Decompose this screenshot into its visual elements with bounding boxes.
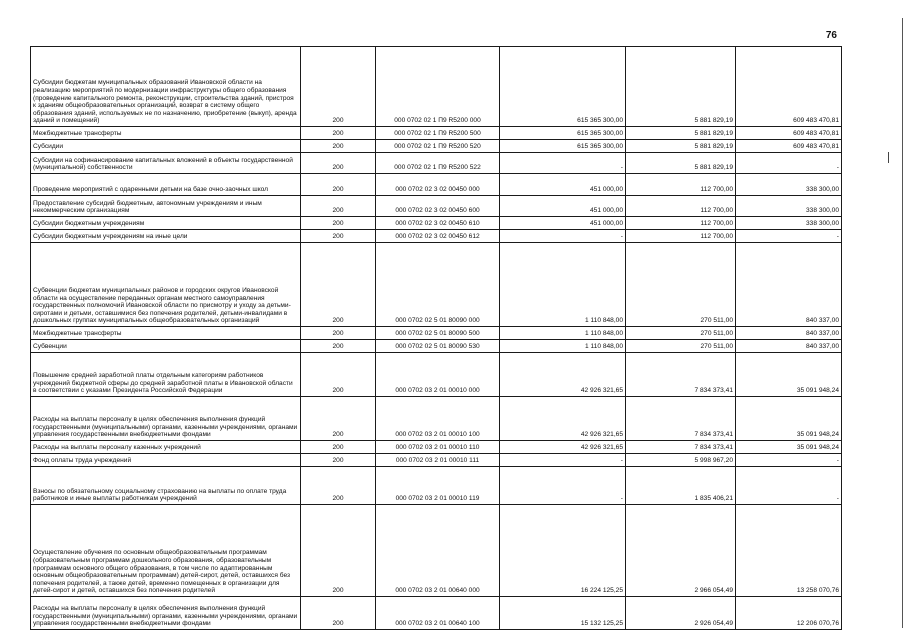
row-description: Предоставление субсидий бюджетным, автономным учреждениям и иным некоммерческим организациям	[31, 196, 301, 217]
budget-execution-table	[30, 46, 842, 630]
row-admin-code: 200	[301, 353, 376, 397]
row-budget-code: 000 0702 02 5 01 80090 000	[376, 243, 500, 327]
table-row	[31, 340, 842, 353]
row-unexecuted-amount: -	[736, 467, 842, 505]
page-edge-line	[902, 18, 903, 628]
row-unexecuted-amount: 840 337,00	[736, 327, 842, 340]
row-description: Повышение средней заработной платы отдельным категориям работников учреждений бюджетной сферы до средней заработной платы в Ивановской области в соответствии с указами Президента Российской Федерации	[31, 353, 301, 397]
table-row	[31, 597, 842, 630]
row-admin-code: 200	[301, 454, 376, 467]
row-approved-amount: 451 000,00	[500, 217, 626, 230]
table-row	[31, 230, 842, 243]
row-description: Субвенции	[31, 340, 301, 353]
row-admin-code: 200	[301, 243, 376, 327]
row-admin-code: 200	[301, 196, 376, 217]
row-description: Расходы на выплаты персоналу в целях обеспечения выполнения функций государственными (муниципальными) органами, казенными учреждениями, органами управления государственными внебюджетными фондами	[31, 597, 301, 630]
row-description: Субвенции бюджетам муниципальных районов и городских округов Ивановской области на осуществление переданных органам местного самоуправления государственных полномочий Ивановской области по присмотру и уходу за детьми-сиротами и детьми, оставшимися без попечения родителей, детьми-инвалидами в дошкольных группах муниципальных общеобразовательных организаций	[31, 243, 301, 327]
row-description: Субсидии бюджетным учреждениям на иные цели	[31, 230, 301, 243]
table-row	[31, 397, 842, 441]
row-budget-code: 000 0702 02 1 П9 R5200 000	[376, 47, 500, 127]
row-unexecuted-amount: 35 091 948,24	[736, 441, 842, 454]
row-description: Субсидии бюджетам муниципальных образований Ивановской области на реализацию мероприятий по модернизации инфраструктуры общего образования (проведение капитального ремонта, реконструкции, строительства зданий, пристроя к зданиям общеобразовательных организаций, возврат в систему общего образования зданий, используемых не по назначению, приобретение (выкуп), аренда зданий и помещений)	[31, 47, 301, 127]
row-approved-amount: 1 110 848,00	[500, 327, 626, 340]
row-admin-code: 200	[301, 597, 376, 630]
row-unexecuted-amount: 35 091 948,24	[736, 397, 842, 441]
row-approved-amount: 1 110 848,00	[500, 243, 626, 327]
row-executed-amount: 112 700,00	[626, 174, 736, 196]
row-description: Расходы на выплаты персоналу казенных учреждений	[31, 441, 301, 454]
row-unexecuted-amount: -	[736, 230, 842, 243]
row-admin-code: 200	[301, 140, 376, 153]
row-description: Субсидии бюджетным учреждениям	[31, 217, 301, 230]
row-executed-amount: 5 881 829,19	[626, 153, 736, 174]
row-unexecuted-amount: 338 300,00	[736, 174, 842, 196]
row-description: Расходы на выплаты персоналу в целях обеспечения выполнения функций государственными (муниципальными) органами, казенными учреждениями, органами управления государственными внебюджетными фондами	[31, 397, 301, 441]
row-unexecuted-amount: 609 483 470,81	[736, 127, 842, 140]
row-approved-amount: 615 365 300,00	[500, 47, 626, 127]
table-row	[31, 467, 842, 505]
table-row	[31, 327, 842, 340]
row-unexecuted-amount: -	[736, 153, 842, 174]
row-description: Межбюджетные трансферты	[31, 327, 301, 340]
row-executed-amount: 2 966 054,49	[626, 505, 736, 597]
row-unexecuted-amount: 840 337,00	[736, 243, 842, 327]
row-admin-code: 200	[301, 467, 376, 505]
row-executed-amount: 5 881 829,19	[626, 47, 736, 127]
row-executed-amount: 2 926 054,49	[626, 597, 736, 630]
row-unexecuted-amount: 338 300,00	[736, 217, 842, 230]
row-executed-amount: 1 835 406,21	[626, 467, 736, 505]
row-admin-code: 200	[301, 127, 376, 140]
row-budget-code: 000 0702 02 5 01 80090 500	[376, 327, 500, 340]
row-executed-amount: 112 700,00	[626, 217, 736, 230]
table-row	[31, 127, 842, 140]
row-budget-code: 000 0702 02 3 02 00450 000	[376, 174, 500, 196]
table-row	[31, 441, 842, 454]
row-admin-code: 200	[301, 153, 376, 174]
row-budget-code: 000 0702 03 2 01 00010 100	[376, 397, 500, 441]
row-description: Субсидии	[31, 140, 301, 153]
row-budget-code: 000 0702 03 2 01 00010 111	[376, 454, 500, 467]
row-approved-amount: 451 000,00	[500, 196, 626, 217]
row-approved-amount: -	[500, 467, 626, 505]
row-budget-code: 000 0702 02 1 П9 R5200 520	[376, 140, 500, 153]
table-row	[31, 505, 842, 597]
row-admin-code: 200	[301, 47, 376, 127]
row-admin-code: 200	[301, 230, 376, 243]
row-budget-code: 000 0702 03 2 01 00640 000	[376, 505, 500, 597]
row-unexecuted-amount: 840 337,00	[736, 340, 842, 353]
row-approved-amount: 16 224 125,25	[500, 505, 626, 597]
row-executed-amount: 270 511,00	[626, 243, 736, 327]
row-description: Фонд оплаты труда учреждений	[31, 454, 301, 467]
row-executed-amount: 270 511,00	[626, 327, 736, 340]
row-budget-code: 000 0702 03 2 01 00010 000	[376, 353, 500, 397]
row-executed-amount: 7 834 373,41	[626, 397, 736, 441]
row-approved-amount: 615 365 300,00	[500, 140, 626, 153]
row-admin-code: 200	[301, 397, 376, 441]
table-body	[31, 47, 842, 630]
table-row	[31, 140, 842, 153]
row-executed-amount: 7 834 373,41	[626, 441, 736, 454]
row-admin-code: 200	[301, 174, 376, 196]
row-budget-code: 000 0702 02 3 02 00450 600	[376, 196, 500, 217]
row-description: Проведение мероприятий с одаренными детьми на базе очно-заочных школ	[31, 174, 301, 196]
row-unexecuted-amount: 12 206 070,76	[736, 597, 842, 630]
row-admin-code: 200	[301, 327, 376, 340]
page-number: 76	[825, 30, 837, 41]
row-approved-amount: 451 000,00	[500, 174, 626, 196]
table-row	[31, 243, 842, 327]
row-budget-code: 000 0702 02 5 01 80090 530	[376, 340, 500, 353]
row-unexecuted-amount: 35 091 948,24	[736, 353, 842, 397]
row-executed-amount: 5 881 829,19	[626, 127, 736, 140]
row-executed-amount: 112 700,00	[626, 196, 736, 217]
table-row	[31, 174, 842, 196]
row-approved-amount: -	[500, 230, 626, 243]
row-admin-code: 200	[301, 505, 376, 597]
row-approved-amount: 15 132 125,25	[500, 597, 626, 630]
row-approved-amount: 42 926 321,65	[500, 397, 626, 441]
table-row	[31, 47, 842, 127]
row-approved-amount: -	[500, 454, 626, 467]
row-unexecuted-amount: -	[736, 454, 842, 467]
row-budget-code: 000 0702 03 2 01 00010 119	[376, 467, 500, 505]
row-admin-code: 200	[301, 441, 376, 454]
row-unexecuted-amount: 609 483 470,81	[736, 140, 842, 153]
row-budget-code: 000 0702 02 1 П9 R5200 522	[376, 153, 500, 174]
table-row	[31, 353, 842, 397]
row-budget-code: 000 0702 02 1 П9 R5200 500	[376, 127, 500, 140]
row-approved-amount: 1 110 848,00	[500, 340, 626, 353]
row-executed-amount: 270 511,00	[626, 340, 736, 353]
row-executed-amount: 5 998 967,20	[626, 454, 736, 467]
row-admin-code: 200	[301, 340, 376, 353]
row-description: Субсидии на софинансирование капитальных вложений в объекты государственной (муниципальной) собственности	[31, 153, 301, 174]
row-budget-code: 000 0702 02 3 02 00450 610	[376, 217, 500, 230]
row-approved-amount: 42 926 321,65	[500, 353, 626, 397]
margin-mark	[888, 152, 889, 163]
table-row	[31, 454, 842, 467]
row-admin-code: 200	[301, 217, 376, 230]
row-approved-amount: 615 365 300,00	[500, 127, 626, 140]
table-row	[31, 217, 842, 230]
row-budget-code: 000 0702 03 2 01 00010 110	[376, 441, 500, 454]
row-budget-code: 000 0702 03 2 01 00640 100	[376, 597, 500, 630]
row-executed-amount: 7 834 373,41	[626, 353, 736, 397]
row-unexecuted-amount: 13 258 070,76	[736, 505, 842, 597]
row-description: Осуществление обучения по основным общеобразовательным программам (образовательным программам дошкольного образования, образовательным программам основного общего образования, в том числе по адаптированным основным общеобразовательным программам) детей-сирот, детей, оставшихся без попечения родителей, а также детей, временно помещенных в организации для детей-сирот и детей, оставшихся без попечения родителей	[31, 505, 301, 597]
row-unexecuted-amount: 338 300,00	[736, 196, 842, 217]
row-executed-amount: 5 881 829,19	[626, 140, 736, 153]
row-unexecuted-amount: 609 483 470,81	[736, 47, 842, 127]
row-budget-code: 000 0702 02 3 02 00450 612	[376, 230, 500, 243]
table-row	[31, 153, 842, 174]
row-description: Взносы по обязательному социальному страхованию на выплаты по оплате труда работников и иные выплаты работникам учреждений	[31, 467, 301, 505]
row-description: Межбюджетные трансферты	[31, 127, 301, 140]
table-row	[31, 196, 842, 217]
row-approved-amount: 42 926 321,65	[500, 441, 626, 454]
row-executed-amount: 112 700,00	[626, 230, 736, 243]
row-approved-amount: -	[500, 153, 626, 174]
